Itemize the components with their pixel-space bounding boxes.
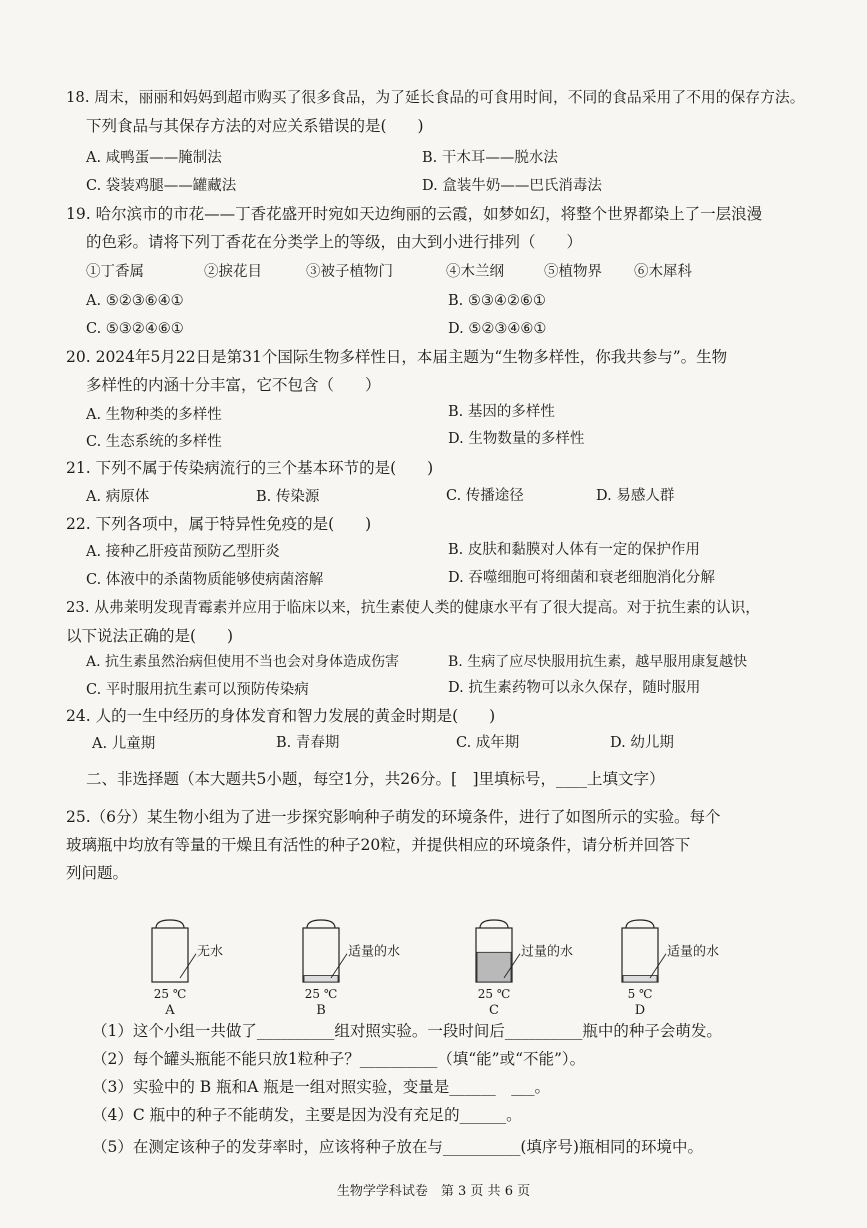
q18-stem-line2: 下列食品与其保存方法的对应关系错误的是( ) [86, 117, 424, 135]
q20-option-c: C. 生态系统的多样性 [86, 434, 222, 450]
experiment-figure [0, 908, 867, 1018]
q19-item-5: ⑤植物界 [544, 264, 602, 280]
jar-temp-label: 5 ℃ [627, 987, 653, 1001]
q25-sub3: （3）实验中的 B 瓶和A 瓶是一组对照实验，变量是______ ___。 [92, 1078, 550, 1096]
jar-temp-label: 25 ℃ [304, 987, 338, 1001]
q23-option-b: B. 生病了应尽快服用抗生素，越早服用康复越快 [448, 654, 748, 670]
q22-option-d: D. 吞噬细胞可将细菌和衰老细胞消化分解 [448, 570, 715, 586]
jar-water-label: 过量的水 [521, 944, 574, 960]
q23-stem-line2: 以下说法正确的是( ) [66, 627, 234, 645]
q24-stem: 24. 人的一生中经历的身体发育和智力发展的黄金时期是( ) [66, 707, 496, 725]
jar-letter-label: C [489, 1003, 499, 1018]
q19-option-d: D. ⑤②③④⑥① [448, 321, 547, 337]
jar-water-label: 适量的水 [667, 944, 720, 960]
jar-water [477, 952, 511, 982]
jar-temp-label: 25 ℃ [153, 987, 187, 1001]
q22-stem: 22. 下列各项中，属于特异性免疫的是( ) [66, 515, 372, 533]
q24-option-d: D. 幼儿期 [610, 735, 674, 751]
jar-B [303, 920, 400, 1018]
q24-option-a: A. 儿童期 [92, 736, 156, 752]
q25-stem-line1: 25.（6分）某生物小组为了进一步探究影响种子萌发的环境条件，进行了如图所示的实验。每个 [66, 808, 721, 826]
q19-item-2: ②捩花目 [204, 264, 262, 280]
jar-letter-label: A [165, 1003, 175, 1018]
q19-option-c: C. ⑤③②④⑥① [86, 321, 184, 337]
section2-title: 二、非选择题（本大题共5小题，每空1分，共26分。[ ]里填标号，____上填文字） [86, 770, 665, 788]
q18-option-a: A. 咸鸭蛋——腌制法 [86, 150, 222, 166]
q21-option-b: B. 传染源 [256, 489, 320, 505]
q19-option-a: A. ⑤②③⑥④① [86, 293, 184, 309]
jar-water [623, 976, 657, 982]
q25-stem-line3: 列问题。 [66, 864, 129, 882]
q25-sub1: （1）这个小组一共做了__________组对照实验。一段时间后__________瓶中的种子会萌发。 [92, 1022, 722, 1040]
q24-option-b: B. 青春期 [276, 735, 340, 751]
q25-sub2: （2）每个罐头瓶能不能只放1粒种子？__________（填“能”或“不能”）。 [92, 1050, 586, 1068]
q23-option-d: D. 抗生素药物可以永久保存，随时服用 [448, 680, 701, 696]
q24-option-c: C. 成年期 [456, 735, 520, 751]
q21-stem: 21. 下列不属于传染病流行的三个基本环节的是( ) [66, 459, 434, 477]
q22-option-c: C. 体液中的杀菌物质能够使病菌溶解 [86, 572, 324, 588]
q21-option-d: D. 易感人群 [596, 488, 675, 504]
jar-letter-label: D [634, 1003, 646, 1018]
q23-option-a: A. 抗生素虽然治病但使用不当也会对身体造成伤害 [86, 654, 400, 670]
q18-option-b: B. 干木耳——脱水法 [422, 150, 558, 166]
q20-stem-line2: 多样性的内涵十分丰富，它不包含（ ） [86, 376, 381, 394]
jar-water [304, 976, 338, 982]
q19-item-6: ⑥木犀科 [634, 264, 692, 280]
q20-option-b: B. 基因的多样性 [448, 404, 555, 420]
q19-stem-line2: 的色彩。请将下列丁香花在分类学上的等级，由大到小进行排列（ ） [86, 233, 583, 251]
jar-A [152, 920, 223, 1018]
q23-option-c: C. 平时服用抗生素可以预防传染病 [86, 682, 309, 698]
q19-stem-line1: 19. 哈尔滨市的市花——丁香花盛开时宛如天边绚丽的云霞，如梦如幻，将整个世界都染上了一层浪漫 [66, 205, 763, 223]
q19-option-b: B. ⑤③④②⑥① [448, 293, 546, 309]
jar-water-label: 适量的水 [348, 944, 401, 960]
q22-option-b: B. 皮肤和黏膜对人体有一定的保护作用 [448, 542, 700, 558]
jar-temp-label: 25 ℃ [477, 987, 511, 1001]
q18-option-d: D. 盒装牛奶——巴氏消毒法 [422, 178, 602, 194]
q19-item-1: ①丁香属 [86, 264, 144, 280]
q18-option-c: C. 袋装鸡腿——罐藏法 [86, 178, 237, 194]
q21-option-a: A. 病原体 [86, 489, 150, 505]
q22-option-a: A. 接种乙肝疫苗预防乙型肝炎 [86, 544, 280, 560]
q20-stem-line1: 20. 2024年5月22日是第31个国际生物多样性日，本届主题为“生物多样性，你我共参与”。生物 [66, 348, 728, 366]
q23-stem-line1: 23. 从弗莱明发现青霉素并应用于临床以来，抗生素使人类的健康水平有了很大提高。对于抗生素的认识， [66, 599, 761, 616]
jar-letter-label: B [316, 1003, 326, 1018]
jar-water-label: 无水 [197, 944, 224, 960]
q20-option-a: A. 生物种类的多样性 [86, 407, 222, 423]
q25-sub4: （4）C 瓶中的种子不能萌发，主要是因为没有充足的______。 [92, 1106, 522, 1124]
q20-option-d: D. 生物数量的多样性 [448, 431, 585, 447]
q19-item-3: ③被子植物门 [306, 264, 393, 280]
q21-option-c: C. 传播途径 [446, 488, 524, 504]
jar-D [622, 920, 719, 1018]
q25-stem-line2: 玻璃瓶中均放有等量的干燥且有活性的种子20粒，并提供相应的环境条件，请分析并回答下 [66, 836, 691, 854]
q25-sub5: （5）在测定该种子的发芽率时，应该将种子放在与__________(填序号)瓶相同的环境中。 [92, 1138, 703, 1156]
q19-item-4: ④木兰纲 [446, 264, 504, 280]
q18-stem-line1: 18. 周末，丽丽和妈妈到超市购买了很多食品，为了延长食品的可食用时间，不同的食品采用了不用的保存方法。 [66, 89, 805, 106]
jar-C [476, 920, 573, 1018]
page-footer: 生物学学科试卷 第 3 页 共 6 页 [336, 1184, 531, 1199]
